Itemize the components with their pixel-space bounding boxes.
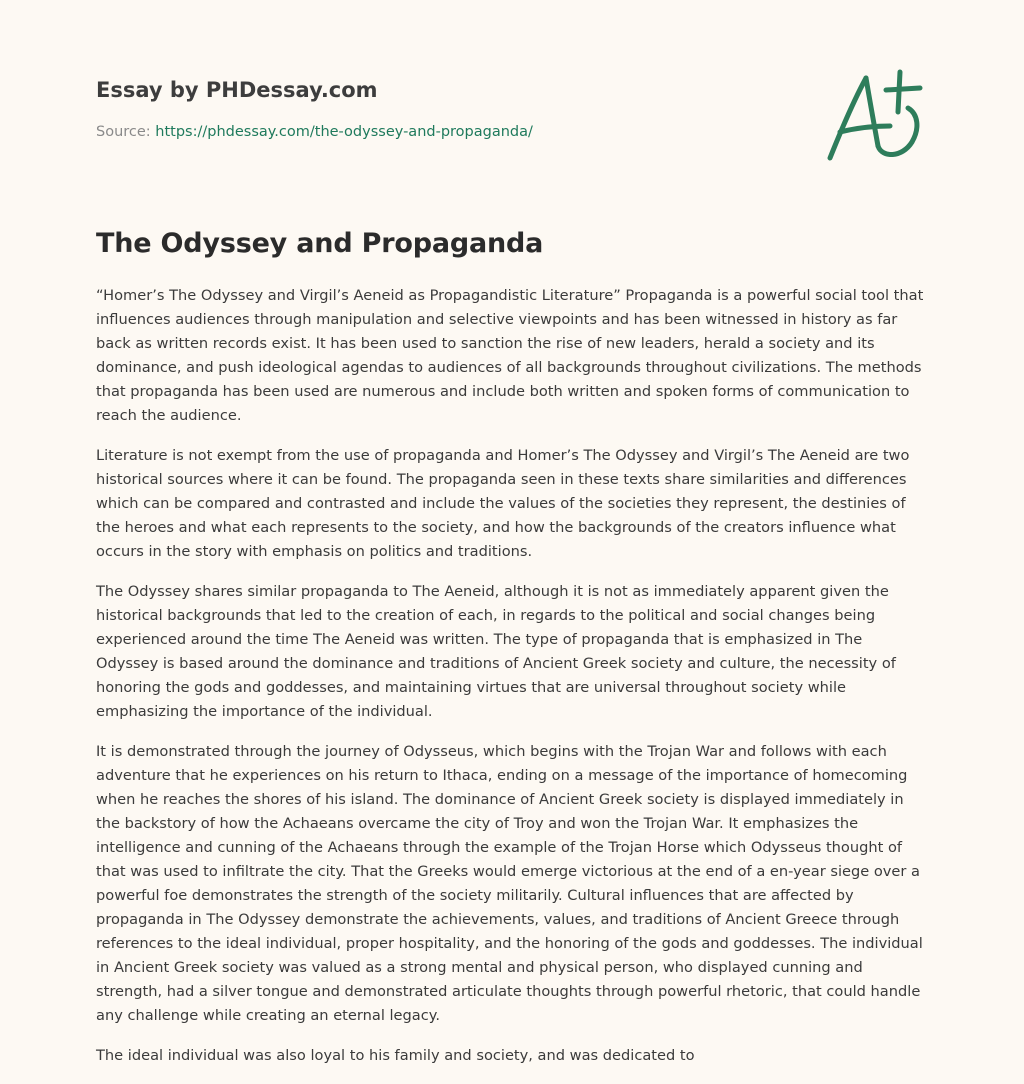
- a-plus-grade-icon: [820, 66, 930, 166]
- site-title: Essay by PHDessay.com: [96, 78, 378, 102]
- source-link[interactable]: https://phdessay.com/the-odyssey-and-propaganda/: [155, 124, 533, 140]
- essay-paragraph: It is demonstrated through the journey of Odysseus, which begins with the Trojan War and follows with each adventure that he experiences on his return to Ithaca, ending on a message of the importance of homecoming when he reaches the shores of his island. The dominance of Ancient Greek society is displayed immediately in the backstory of how the Achaeans overcame the city of Troy and won the Trojan War. It emphasizes the intelligence and cunning of the Achaeans through the example of the Trojan Horse which Odysseus thought of that was used to infiltrate the city. That the Greeks would emerge victorious at the end of a en-year siege over a powerful foe demonstrates the strength of the society militarily. Cultural influences that are affected by propaganda in The Odyssey demonstrate the achievements, values, and traditions of Ancient Greece through references to the ideal individual, proper hospitality, and the honoring of the gods and goddesses. The individual in Ancient Greek society was valued as a strong mental and physical person, who displayed cunning and strength, had a silver tongue and demonstrated articulate thoughts through powerful rhetoric, that could handle any challenge while creating an eternal legacy.: [96, 743, 923, 1024]
- essay-paragraph: The ideal individual was also loyal to his family and society, and was dedicated to: [96, 1047, 695, 1064]
- essay-body: [96, 284, 928, 1084]
- source-line: [96, 122, 796, 142]
- essay-title: The Odyssey and Propaganda: [96, 228, 544, 259]
- essay-paragraph: The Odyssey shares similar propaganda to The Aeneid, although it is not as immediately apparent given the historical backgrounds that led to the creation of each, in regards to the political and social changes being experienced around the time The Aeneid was written. The type of propaganda that is emphasized in The Odyssey is based around the dominance and traditions of Ancient Greek society and culture, the necessity of honoring the gods and goddesses, and maintaining virtues that are universal throughout society while emphasizing the importance of the individual.: [96, 583, 896, 720]
- source-label: Source:: [96, 124, 151, 140]
- header: [96, 74, 796, 142]
- essay-paragraph: “Homer’s The Odyssey and Virgil’s Aeneid as Propagandistic Literature” Propaganda is a powerful social tool that influences audiences through manipulation and selective viewpoints and has been witnessed in history as far back as written records exist. It has been used to sanction the rise of new leaders, herald a society and its dominance, and push ideological agendas to audiences of all backgrounds throughout civilizations. The methods that propaganda has been used are numerous and include both written and spoken forms of communication to reach the audience.: [96, 287, 924, 424]
- essay-paragraph: Literature is not exempt from the use of propaganda and Homer’s The Odyssey and Virgil’s The Aeneid are two historical sources where it can be found. The propaganda seen in these texts share similarities and differences which can be compared and contrasted and include the values of the societies they represent, the destinies of the heroes and what each represents to the society, and how the backgrounds of the creators influence what occurs in the story with emphasis on politics and traditions.: [96, 447, 910, 560]
